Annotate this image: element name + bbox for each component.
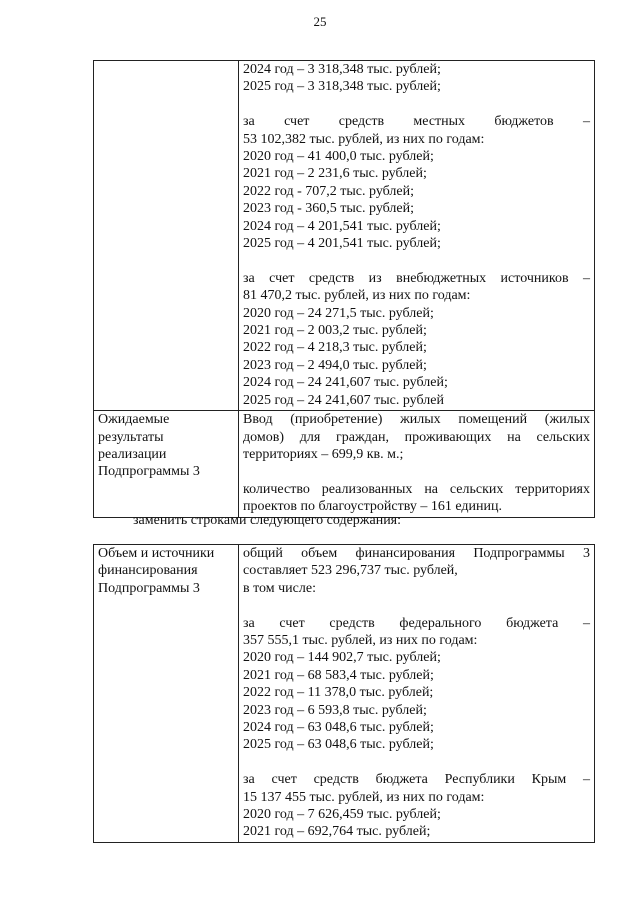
table-top-body [94, 61, 595, 518]
page-number: 25 [313, 14, 327, 29]
row-content-cell [239, 411, 595, 517]
justified-line: за счет средств бюджета Республики Крым – [243, 772, 590, 788]
text-line: 2021 год – 2 003,2 тыс. рублей; [243, 323, 427, 339]
text-line: 2024 год – 3 318,348 тыс. рублей; [243, 62, 441, 77]
row-content-cell [239, 61, 595, 411]
text-line: территориях – 699,9 кв. м.; [243, 446, 404, 462]
row-label-line: результаты [98, 429, 164, 445]
text-line: 2021 год – 2 231,6 тыс. рублей; [243, 166, 427, 182]
text-line: 2022 год – 4 218,3 тыс. рублей; [243, 340, 427, 356]
row-label-cell [94, 411, 239, 517]
row-content-cell [239, 545, 595, 843]
text-line: 2023 год - 360,5 тыс. рублей; [243, 201, 415, 217]
text-line: 15 137 455 тыс. рублей, из них по годам: [243, 789, 485, 805]
paragraph-gap [243, 597, 590, 614]
text-line: 2020 год – 24 271,5 тыс. рублей; [243, 305, 434, 321]
table-row [94, 545, 595, 843]
text-line: 2022 год – 11 378,0 тыс. рублей; [243, 685, 434, 701]
justified-line: за счет средств из внебюджетных источников – [243, 270, 590, 286]
justified-line: за счет средств федерального бюджета – [243, 615, 590, 631]
text-line: 2023 год – 2 494,0 тыс. рублей; [243, 357, 427, 373]
text-line: 2025 год – 24 241,607 тыс. рублей [243, 392, 444, 408]
text-line: 2020 год – 41 400,0 тыс. рублей; [243, 149, 434, 165]
text-line: 53 102,382 тыс. рублей, из них по годам: [243, 131, 485, 147]
replace-instruction: заменить строками следующего содержания: [133, 513, 402, 528]
text-line: 2023 год – 6 593,8 тыс. рублей; [243, 702, 427, 718]
row-label-line: Подпрограммы 3 [98, 464, 200, 480]
row-label-line: Ожидаемые [98, 412, 170, 428]
text-line: 2025 год – 3 318,348 тыс. рублей; [243, 79, 441, 95]
text-line: 2021 год – 692,764 тыс. рублей; [243, 824, 431, 840]
text-line: 2020 год – 144 902,7 тыс. рублей; [243, 650, 441, 666]
table-top [93, 60, 595, 518]
text-line: 2024 год – 4 201,541 тыс. рублей; [243, 218, 441, 234]
table-row [94, 411, 595, 517]
text-line: в том числе: [243, 580, 316, 596]
text-line: 81 470,2 тыс. рублей, из них по годам: [243, 288, 471, 304]
text-line: проектов по благоустройству – 161 единиц. [243, 499, 502, 515]
paragraph-gap [243, 463, 590, 480]
justified-line: Ввод (приобретение) жилых помещений (жилых [243, 412, 590, 428]
justified-line: домов) для граждан, проживающих на сельских [243, 429, 590, 445]
text-line: 2022 год - 707,2 тыс. рублей; [243, 183, 415, 199]
paragraph-gap [243, 252, 590, 269]
row-label-line: финансирования [98, 563, 198, 579]
text-line: 357 555,1 тыс. рублей, из них по годам: [243, 633, 478, 649]
table-bottom [93, 544, 595, 843]
justified-line: за счет средств местных бюджетов – [243, 114, 590, 130]
text-line: 2024 год – 24 241,607 тыс. рублей; [243, 375, 448, 391]
paragraph-gap [243, 754, 590, 771]
text-line: 2025 год – 4 201,541 тыс. рублей; [243, 236, 441, 252]
text-line: 2021 год – 68 583,4 тыс. рублей; [243, 667, 434, 683]
row-label-line: Подпрограммы 3 [98, 580, 200, 596]
justified-line: общий объем финансирования Подпрограммы 3 [243, 546, 590, 561]
text-line: 2020 год – 7 626,459 тыс. рублей; [243, 807, 441, 823]
row-label-line: реализации [98, 446, 167, 462]
table-row [94, 61, 595, 411]
row-label-cell [94, 61, 239, 411]
text-line: 2024 год – 63 048,6 тыс. рублей; [243, 720, 434, 736]
justified-line: количество реализованных на сельских территориях [243, 481, 590, 497]
table-bottom-body [94, 545, 595, 843]
text-line: составляет 523 296,737 тыс. рублей, [243, 563, 458, 579]
row-label-cell [94, 545, 239, 843]
row-label-line: Объем и источники [98, 546, 215, 561]
paragraph-gap [243, 96, 590, 113]
text-line: 2025 год – 63 048,6 тыс. рублей; [243, 737, 434, 753]
